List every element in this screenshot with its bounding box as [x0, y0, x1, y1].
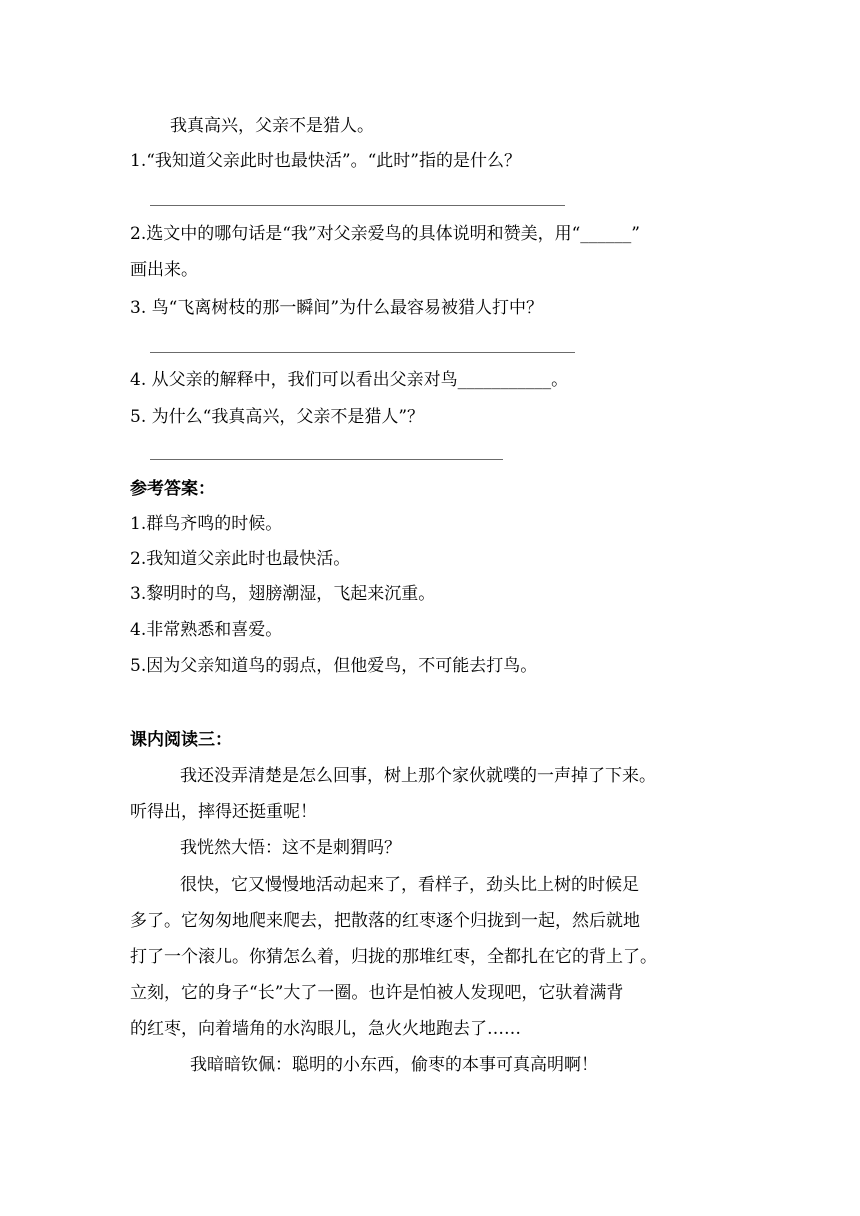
question-4: 4. 从父亲的解释中，我们可以看出父亲对鸟___________。	[130, 370, 569, 390]
passage-line-5: 多了。它匆匆地爬来爬去，把散落的红枣逐个归拢到一起，然后就地	[130, 911, 640, 931]
question-2: 2.选文中的哪句话是“我”对父亲爱鸟的具体说明和赞美，用“______”	[130, 224, 640, 244]
passage-line-4: 很快，它又慢慢地活动起来了，看样子，劲头比上树的时候足	[180, 875, 639, 895]
passage-line-9: 我暗暗钦佩：聪明的小东西，偷枣的本事可真高明啊！	[190, 1055, 598, 1075]
intro-line: 我真高兴，父亲不是猎人。	[170, 116, 374, 136]
passage-line-3: 我恍然大悟：这不是刺猬吗？	[180, 838, 401, 858]
section-heading: 课内阅读三：	[130, 730, 232, 750]
answer-1: 1.群鸟齐鸣的时候。	[130, 514, 283, 534]
answer-2: 2.我知道父亲此时也最快活。	[130, 549, 351, 569]
passage-line-7: 立刻，它的身子“长”大了一圈。也许是怕被人发现吧，它驮着满背	[130, 983, 624, 1003]
answer-4: 4.非常熟悉和喜爱。	[130, 620, 283, 640]
answer-line-5	[150, 459, 503, 460]
passage-line-6: 打了一个滚儿。你猜怎么着，归拢的那堆红枣，全都扎在它的背上了。	[130, 947, 657, 967]
passage-line-8: 的红枣，向着墙角的水沟眼儿，急火火地跑去了……	[130, 1019, 521, 1039]
answer-3: 3.黎明时的鸟，翅膀潮湿，飞起来沉重。	[130, 584, 436, 604]
answer-5: 5.因为父亲知道鸟的弱点，但他爱鸟，不可能去打鸟。	[130, 656, 538, 676]
passage-line-2: 听得出，摔得还挺重呢！	[130, 802, 317, 822]
question-1: 1.“我知道父亲此时也最快活”。“此时”指的是什么？	[130, 151, 521, 171]
answer-line-3	[150, 352, 575, 353]
question-2-continued: 画出来。	[130, 260, 198, 280]
answers-heading: 参考答案：	[130, 479, 215, 499]
passage-line-1: 我还没弄清楚是怎么回事，树上那个家伙就噗的一声掉了下来。	[180, 766, 656, 786]
question-5: 5. 为什么“我真高兴，父亲不是猎人”？	[130, 407, 425, 427]
answer-line-1	[150, 205, 565, 206]
question-3: 3. 鸟“飞离树枝的那一瞬间”为什么最容易被猎人打中？	[130, 298, 544, 318]
